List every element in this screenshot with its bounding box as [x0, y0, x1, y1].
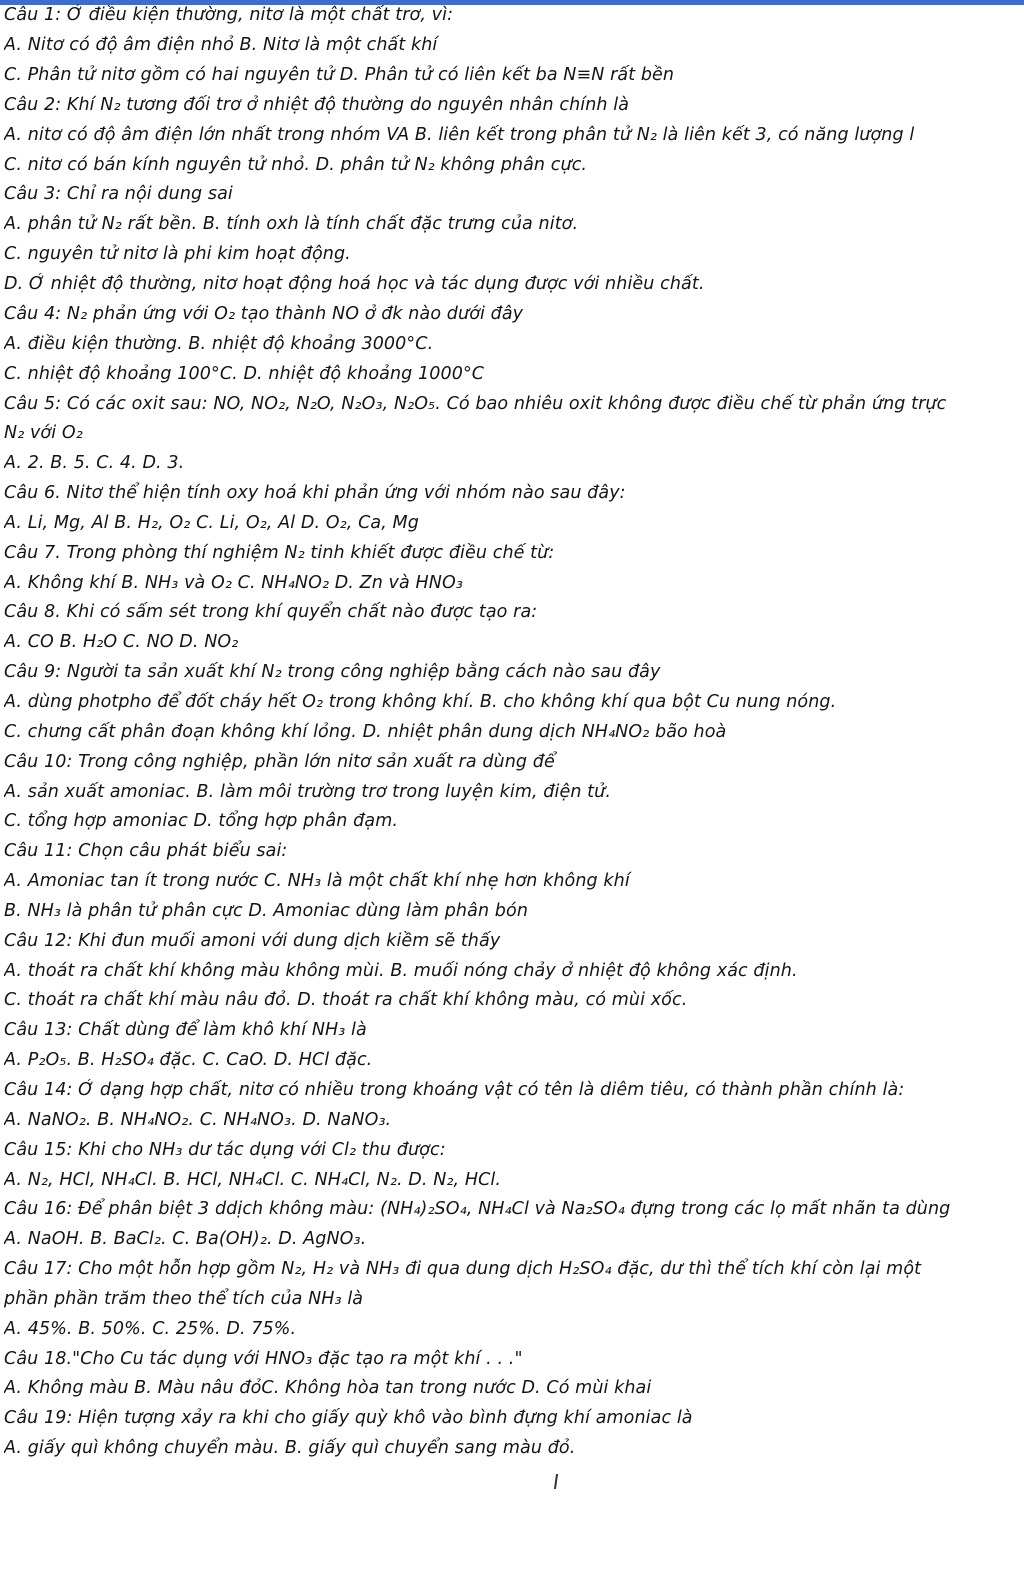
question-7-stem: Câu 7. Trong phòng thí nghiệm N₂ tinh khiết được điều chế từ:	[4, 543, 555, 563]
question-18-stem: Câu 18."Cho Cu tác dụng với HNO₃ đặc tạo ra một khí . . ."	[4, 1349, 523, 1369]
question-4-options: C. nhiệt độ khoảng 100°C. D. nhiệt độ khoảng 1000°C	[4, 364, 485, 384]
question-1-options: C. Phân tử nitơ gồm có hai nguyên tử D. Phân tử có liên kết ba N≡N rất bền	[4, 65, 675, 85]
question-14-stem: Câu 14: Ở dạng hợp chất, nitơ có nhiều trong khoáng vật có tên là diêm tiêu, có thành phần chính là:	[4, 1080, 905, 1100]
question-1-options: A. Nitơ có độ âm điện nhỏ B. Nitơ là một chất khí	[4, 35, 438, 55]
question-17-stem: Câu 17: Cho một hỗn hợp gồm N₂, H₂ và NH₃ đi qua dung dịch H₂SO₄ đặc, dư thì thể tích khí còn lại một	[4, 1259, 922, 1279]
question-2-options: C. nitơ có bán kính nguyên tử nhỏ. D. phân tử N₂ không phân cực.	[4, 155, 588, 175]
question-19-options: A. giấy quì không chuyển màu. B. giấy quì chuyển sang màu đỏ.	[4, 1438, 576, 1458]
question-7-options: A. Không khí B. NH₃ và O₂ C. NH₄NO₂ D. Zn và HNO₃	[4, 573, 463, 593]
question-12-options: C. thoát ra chất khí màu nâu đỏ. D. thoát ra chất khí không màu, có mùi xốc.	[4, 990, 688, 1010]
question-13-stem: Câu 13: Chất dùng để làm khô khí NH₃ là	[4, 1020, 367, 1040]
question-17-options: A. 45%. B. 50%. C. 25%. D. 75%.	[4, 1319, 297, 1339]
question-9-stem: Câu 9: Người ta sản xuất khí N₂ trong công nghiệp bằng cách nào sau đây	[4, 662, 661, 682]
question-19-stem: Câu 19: Hiện tượng xảy ra khi cho giấy quỳ khô vào bình đựng khí amoniac là	[4, 1408, 693, 1428]
question-8-options: A. CO B. H₂O C. NO D. NO₂	[4, 632, 239, 652]
question-9-options: C. chưng cất phân đoạn không khí lỏng. D. nhiệt phân dung dịch NH₄NO₂ bão hoà	[4, 722, 727, 742]
question-13-options: A. P₂O₅. B. H₂SO₄ đặc. C. CaO. D. HCl đặc.	[4, 1050, 373, 1070]
question-1-stem: Câu 1: Ở điều kiện thường, nitơ là một chất trơ, vì:	[4, 5, 454, 25]
question-11-stem: Câu 11: Chọn câu phát biểu sai:	[4, 841, 288, 861]
question-16-options: A. NaOH. B. BaCl₂. C. Ba(OH)₂. D. AgNO₃.	[4, 1229, 367, 1249]
question-2-options: A. nitơ có độ âm điện lớn nhất trong nhóm VA B. liên kết trong phân tử N₂ là liên kết 3, có năng lượng l	[4, 125, 915, 145]
question-4-options: A. điều kiện thường. B. nhiệt độ khoảng 3000°C.	[4, 334, 434, 354]
question-10-options: C. tổng hợp amoniac D. tổng hợp phân đạm.	[4, 811, 399, 831]
question-11-options: A. Amoniac tan ít trong nước C. NH₃ là một chất khí nhẹ hơn không khí	[4, 871, 630, 891]
question-6-stem: Câu 6. Nitơ thể hiện tính oxy hoá khi phản ứng với nhóm nào sau đây:	[4, 483, 626, 503]
question-14-options: A. NaNO₂. B. NH₄NO₂. C. NH₄NO₃. D. NaNO₃.	[4, 1110, 392, 1130]
question-18-options: A. Không màu B. Màu nâu đỏC. Không hòa tan trong nước D. Có mùi khai	[4, 1378, 652, 1398]
question-12-options: A. thoát ra chất khí không màu không mùi. B. muối nóng chảy ở nhiệt độ không xác định.	[4, 961, 798, 981]
question-15-stem: Câu 15: Khi cho NH₃ dư tác dụng với Cl₂ thu được:	[4, 1140, 446, 1160]
question-2-stem: Câu 2: Khí N₂ tương đối trơ ở nhiệt độ thường do nguyên nhân chính là	[4, 95, 630, 115]
question-6-options: A. Li, Mg, Al B. H₂, O₂ C. Li, O₂, Al D. O₂, Ca, Mg	[4, 513, 419, 533]
question-4-stem: Câu 4: N₂ phản ứng với O₂ tạo thành NO ở đk nào dưới đây	[4, 304, 524, 324]
question-3-options: C. nguyên tử nitơ là phi kim hoạt động.	[4, 244, 351, 264]
question-12-stem: Câu 12: Khi đun muối amoni với dung dịch kiềm sẽ thấy	[4, 931, 501, 951]
question-10-stem: Câu 10: Trong công nghiệp, phần lớn nitơ sản xuất ra dùng để	[4, 752, 555, 772]
question-17-stem: phần phần trăm theo thể tích của NH₃ là	[4, 1289, 364, 1309]
question-11-options: B. NH₃ là phân tử phân cực D. Amoniac dùng làm phân bón	[4, 901, 529, 921]
question-5-stem: N₂ với O₂	[4, 423, 83, 443]
question-16-stem: Câu 16: Để phân biệt 3 ddịch không màu: (NH₄)₂SO₄, NH₄Cl và Na₂SO₄ đựng trong các lọ mất nhãn ta dùng	[4, 1199, 951, 1219]
question-15-options: A. N₂, HCl, NH₄Cl. B. HCl, NH₄Cl. C. NH₄Cl, N₂. D. N₂, HCl.	[4, 1170, 502, 1190]
question-3-stem: Câu 3: Chỉ ra nội dung sai	[4, 184, 233, 204]
question-9-options: A. dùng photpho để đốt cháy hết O₂ trong không khí. B. cho không khí qua bột Cu nung nóng.	[4, 692, 837, 712]
question-10-options: A. sản xuất amoniac. B. làm môi trường trơ trong luyện kim, điện tử.	[4, 782, 611, 802]
question-5-options: A. 2. B. 5. C. 4. D. 3.	[4, 453, 185, 473]
question-3-options: D. Ở nhiệt độ thường, nitơ hoạt động hoá học và tác dụng được với nhiều chất.	[4, 274, 705, 294]
question-3-options: A. phân tử N₂ rất bền. B. tính oxh là tính chất đặc trưng của nitơ.	[4, 214, 579, 234]
question-8-stem: Câu 8. Khi có sấm sét trong khí quyển chất nào được tạo ra:	[4, 602, 538, 622]
question-5-stem: Câu 5: Có các oxit sau: NO, NO₂, N₂O, N₂O₃, N₂O₅. Có bao nhiêu oxit không được điều chế từ phản ứng trực	[4, 394, 947, 414]
